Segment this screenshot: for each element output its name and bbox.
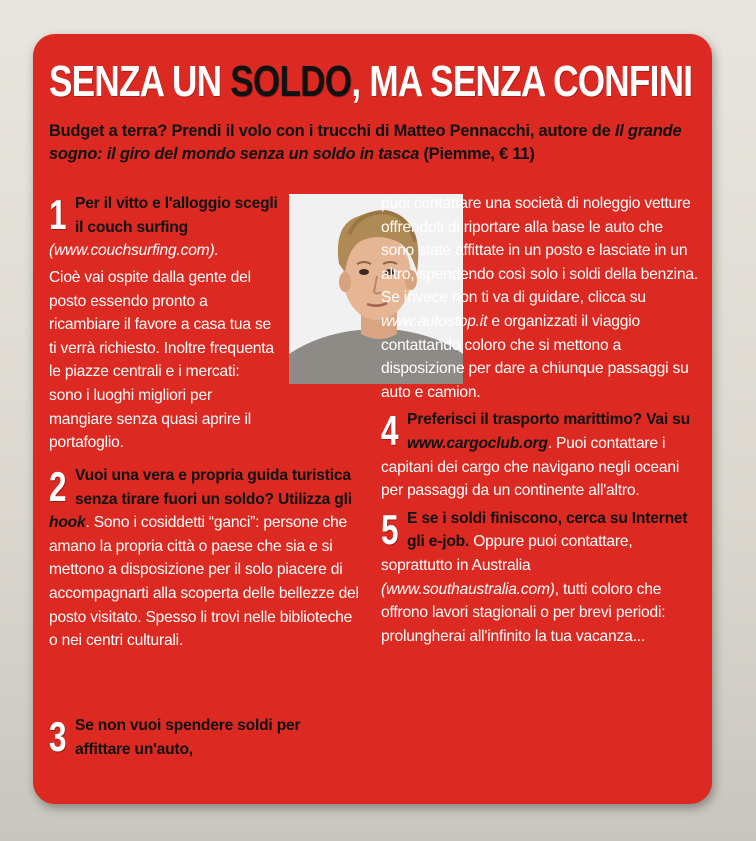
right-column <box>381 192 699 650</box>
article-card <box>33 34 712 804</box>
tip-lead: E se i soldi finiscono, cerca su Internet gli e-job. <box>407 509 688 551</box>
subtitle-publisher: (Piemme, € 11) <box>419 145 535 163</box>
tip-3-continuation <box>381 192 699 404</box>
tip-2-block <box>49 464 359 655</box>
tip-number: 3 <box>49 713 67 760</box>
tip-body: , tutti coloro che offrono lavori stagionali o per brevi periodi: prolungherai all'infinito la tua vacanza... <box>381 580 666 645</box>
tip-1-body-narrow <box>49 266 275 455</box>
title-highlight: SOLDO <box>230 57 352 106</box>
tip-lead: Per il vitto e l'alloggio scegli il couch surfing <box>75 195 278 236</box>
tip-5 <box>381 507 699 649</box>
subtitle-intro: Budget a terra? Prendi il volo con i trucchi di Matteo Pennacchi, autore de <box>49 122 611 140</box>
tip-body: . Sono i cosiddetti “ganci”: persone che amano la propria città o paese che sia e si mettono a disposizione per il solo piacere di accompagnarti alla scoperta delle bellezze del posto visitato. Spesso li trovi nelle biblioteche o nei centri culturali. <box>49 514 359 650</box>
tip-lead: Se non vuoi spendere soldi per affittare un'auto, <box>75 717 301 758</box>
tip-number: 4 <box>381 407 399 455</box>
tip-1 <box>49 192 281 263</box>
left-column <box>49 192 355 265</box>
tip-body: . Puoi contattare i capitani dei cargo che navigano negli oceani per passaggi da un continente all'altro. <box>381 434 680 500</box>
article-subtitle <box>49 120 709 166</box>
tip-body: Cioè vai ospite dalla gente del posto essendo pronto a ricambiare il favore a casa tua se ti verrà richiesto. Inoltre frequenta le piazze centrali e i mercati: sono i luoghi migliori per mangiare senza quasi aprire il portafoglio. <box>49 269 274 452</box>
tip-lead: Preferisci il trasporto marittimo? Vai su <box>407 411 690 429</box>
tip-lead-italic: www.cargoclub.org <box>407 434 548 452</box>
subtitle-book-title: Il grande sogno: il giro del mondo senza un soldo in tasca <box>49 122 682 163</box>
tip-3 <box>49 714 359 761</box>
tip-body: puoi contattare una società di noleggio vetture offrendoti di riportare alla base le auto che sono state affittate in un posto e lasciate in un altro, spendendo così solo i soldi della benzina. Se invece non ti va di guidare, clicca su <box>381 195 699 307</box>
tip-number: 2 <box>49 463 67 510</box>
tip-link: (www.couchsurfing.com). <box>49 242 219 260</box>
tip-2 <box>49 464 359 653</box>
tip-4 <box>381 408 699 502</box>
tip-link: (www.southaustralia.com) <box>381 580 555 598</box>
tip-3-block <box>49 714 359 763</box>
title-part-1: SENZA UN <box>49 57 231 106</box>
tip-body: Oppure puoi contattare, soprattutto in Australia <box>381 533 633 574</box>
tip-body: e organizzati il viaggio contattando coloro che si mettono a disposizione per dare a chiunque passaggi su auto e camion. <box>381 312 689 401</box>
tip-lead-italic: hook <box>49 514 86 532</box>
tip-lead: Vuoi una vera e propria guida turistica senza tirare fuori un soldo? Utilizza gli <box>75 467 352 508</box>
title-part-2: , MA SENZA CONFINI <box>351 57 693 106</box>
tip-number: 5 <box>381 505 399 553</box>
tip-number: 1 <box>49 191 67 238</box>
article-title <box>49 56 693 108</box>
tip-link: www.autostop.it <box>381 312 488 330</box>
